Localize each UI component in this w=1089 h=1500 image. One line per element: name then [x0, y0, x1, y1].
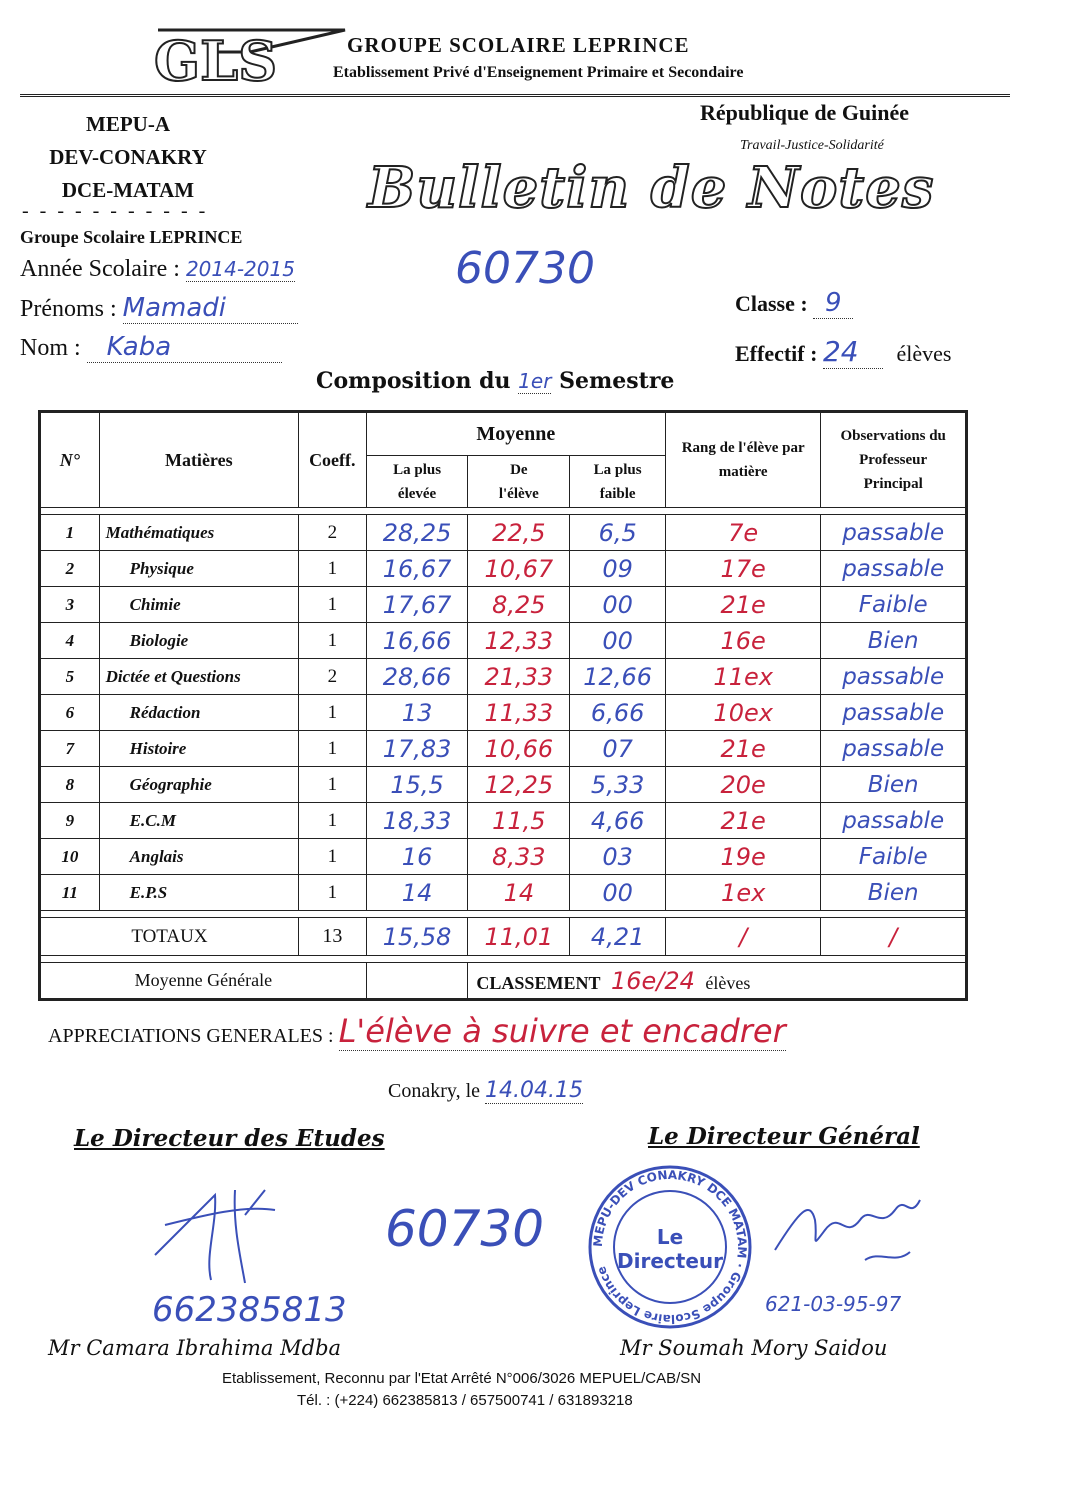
grades-table [38, 410, 968, 1001]
row-coeff: 1 [298, 839, 366, 875]
row-max: 28,66 [366, 659, 468, 695]
classe-field [735, 288, 853, 319]
row-eleve: 8,33 [468, 839, 570, 875]
header-matieres: Matières [99, 412, 298, 508]
row-eleve: 21,33 [468, 659, 570, 695]
appreciation-label: APPRECIATIONS GENERALES : [48, 1025, 334, 1047]
row-eleve: 22,5 [468, 515, 570, 551]
grade-row [40, 731, 967, 767]
director-general-name: Mr Soumah Mory Saidou [620, 1336, 888, 1360]
row-rang: 20e [666, 767, 821, 803]
row-coeff: 2 [298, 659, 366, 695]
row-min: 00 [570, 587, 666, 623]
row-max: 17,67 [366, 587, 468, 623]
row-observation: passable [821, 731, 967, 767]
row-num: 11 [40, 875, 100, 911]
row-max: 16,66 [366, 623, 468, 659]
national-motto: Travail-Justice-Solidarité [740, 138, 884, 153]
school-subtitle: Etablissement Privé d'Enseignement Primaire et Secondaire [333, 64, 744, 81]
row-matiere: E.C.M [99, 803, 298, 839]
row-observation: Bien [821, 875, 967, 911]
prenoms-label: Prénoms : [20, 296, 117, 322]
row-eleve: 12,25 [468, 767, 570, 803]
classe-value: 9 [813, 288, 853, 319]
row-num: 3 [40, 587, 100, 623]
row-coeff: 1 [298, 767, 366, 803]
row-matiere: Géographie [99, 767, 298, 803]
effectif-suffix: élèves [896, 341, 952, 366]
row-coeff: 1 [298, 875, 366, 911]
row-min: 03 [570, 839, 666, 875]
header-divider [20, 94, 1010, 97]
date-label: Conakry, le [388, 1080, 481, 1102]
admin-line: MEPU-A [86, 112, 170, 136]
moyenne-generale-label: Moyenne Générale [40, 963, 367, 1000]
row-num: 4 [40, 623, 100, 659]
row-eleve: 10,66 [468, 731, 570, 767]
row-observation: Faible [821, 839, 967, 875]
row-num: 7 [40, 731, 100, 767]
row-matiere: Chimie [99, 587, 298, 623]
school-label: Groupe Scolaire LEPRINCE [20, 227, 243, 247]
grade-row [40, 587, 967, 623]
grade-row [40, 875, 967, 911]
header-eleve: De l'élève [468, 456, 570, 508]
grade-row [40, 659, 967, 695]
row-matiere: Anglais [99, 839, 298, 875]
director-studies-title: Le Directeur des Etudes [74, 1125, 385, 1152]
row-coeff: 1 [298, 695, 366, 731]
svg-text:GLS: GLS [154, 29, 278, 93]
row-matiere: E.P.S [99, 875, 298, 911]
row-rang: 7e [666, 515, 821, 551]
row-num: 5 [40, 659, 100, 695]
row-num: 6 [40, 695, 100, 731]
prenoms-value: Mamadi [123, 293, 298, 324]
row-matiere: Mathématiques [99, 515, 298, 551]
row-observation: passable [821, 803, 967, 839]
phone-left: 662385813 [152, 1290, 347, 1330]
header-observations: Observations du Professeur Principal [821, 412, 967, 508]
admin-line: DEV-CONAKRY [49, 145, 207, 169]
totals-row [40, 918, 967, 956]
classement-value: 16e/24 [610, 966, 695, 995]
row-matiere: Physique [99, 551, 298, 587]
header-num: N° [40, 412, 100, 508]
row-min: 6,66 [570, 695, 666, 731]
effectif-field [735, 335, 951, 369]
annee-field [20, 256, 295, 283]
appreciation-field [48, 1012, 786, 1051]
totals-obs: / [821, 918, 967, 956]
row-max: 16 [366, 839, 468, 875]
footer-phones: Tél. : (+224) 662385813 / 657500741 / 631893218 [297, 1392, 633, 1409]
row-min: 4,66 [570, 803, 666, 839]
svg-text:Le: Le [656, 1225, 684, 1249]
row-max: 15,5 [366, 767, 468, 803]
grade-row [40, 803, 967, 839]
header-plus-elevee: La plus élevée [366, 456, 468, 508]
row-matiere: Dictée et Questions [99, 659, 298, 695]
header-rang: Rang de l'élève par matière [666, 412, 821, 508]
annee-value: 2014-2015 [185, 257, 295, 281]
row-eleve: 14 [468, 875, 570, 911]
signature-right [770, 1190, 930, 1280]
row-coeff: 1 [298, 587, 366, 623]
row-observation: Bien [821, 767, 967, 803]
totals-eleve: 11,01 [468, 918, 570, 956]
grade-row [40, 839, 967, 875]
effectif-label: Effectif : [735, 341, 818, 366]
row-max: 13 [366, 695, 468, 731]
row-rang: 21e [666, 803, 821, 839]
signature-left [145, 1185, 285, 1285]
official-seal [585, 1162, 755, 1332]
row-observation: passable [821, 695, 967, 731]
row-rang: 10ex [666, 695, 821, 731]
row-observation: passable [821, 551, 967, 587]
school-logo [150, 22, 350, 94]
totals-coeff: 13 [298, 918, 366, 956]
composition-suffix: Semestre [559, 368, 675, 394]
row-rang: 1ex [666, 875, 821, 911]
row-matiere: Biologie [99, 623, 298, 659]
header-coeff: Coeff. [298, 412, 366, 508]
row-num: 2 [40, 551, 100, 587]
svg-text:Directeur: Directeur [617, 1249, 723, 1273]
admin-block [18, 108, 238, 207]
totals-max: 15,58 [366, 918, 468, 956]
appreciation-value: L'élève à suivre et encadrer [338, 1012, 786, 1050]
composition-prefix: Composition du [316, 368, 511, 394]
row-eleve: 8,25 [468, 587, 570, 623]
document-title: Bulletin de Notes [368, 155, 935, 221]
header-plus-faible: La plus faible [570, 456, 666, 508]
reference-number: 60730 [455, 243, 595, 294]
row-min: 07 [570, 731, 666, 767]
totals-min: 4,21 [570, 918, 666, 956]
moyenne-generale-value [366, 963, 468, 1000]
composition-value: 1er [518, 369, 552, 393]
row-max: 18,33 [366, 803, 468, 839]
grade-row [40, 623, 967, 659]
row-observation: Faible [821, 587, 967, 623]
row-rang: 19e [666, 839, 821, 875]
grade-row [40, 767, 967, 803]
row-num: 1 [40, 515, 100, 551]
phone-right: 621-03-95-97 [765, 1292, 902, 1316]
nom-label: Nom : [20, 335, 81, 361]
date-value: 14.04.15 [485, 1078, 583, 1103]
row-matiere: Histoire [99, 731, 298, 767]
row-eleve: 11,5 [468, 803, 570, 839]
row-rang: 11ex [666, 659, 821, 695]
classement-label: CLASSEMENT [476, 972, 601, 993]
row-min: 00 [570, 623, 666, 659]
svg-text:MEPU-DEV CONAKRY DCE MATAM · G: MEPU-DEV CONAKRY DCE MATAM · Groupe Scolaire Leprince [590, 1167, 750, 1327]
row-eleve: 12,33 [468, 623, 570, 659]
row-coeff: 1 [298, 731, 366, 767]
date-field [388, 1078, 583, 1104]
composition-title [316, 368, 674, 394]
row-num: 10 [40, 839, 100, 875]
row-num: 9 [40, 803, 100, 839]
totals-label: TOTAUX [40, 918, 299, 956]
annee-label: Année Scolaire : [20, 256, 180, 282]
row-max: 28,25 [366, 515, 468, 551]
row-matiere: Rédaction [99, 695, 298, 731]
row-eleve: 11,33 [468, 695, 570, 731]
totals-rang: / [666, 918, 821, 956]
footer-accreditation: Etablissement, Reconnu par l'Etat Arrêté N°006/3026 MEPUEL/CAB/SN [222, 1370, 702, 1387]
row-max: 16,67 [366, 551, 468, 587]
admin-line: DCE-MATAM [61, 178, 195, 202]
effectif-value: 24 [823, 335, 883, 369]
nom-value: Kaba [87, 332, 282, 363]
school-name: GROUPE SCOLAIRE LEPRINCE [347, 33, 690, 57]
row-rang: 21e [666, 731, 821, 767]
header-moyenne: Moyenne [366, 412, 665, 456]
republic-title: République de Guinée [700, 100, 910, 125]
row-min: 5,33 [570, 767, 666, 803]
row-rang: 17e [666, 551, 821, 587]
row-rang: 21e [666, 587, 821, 623]
row-coeff: 1 [298, 803, 366, 839]
prenoms-field [20, 293, 298, 324]
row-coeff: 1 [298, 551, 366, 587]
row-min: 00 [570, 875, 666, 911]
row-eleve: 10,67 [468, 551, 570, 587]
director-general-title: Le Directeur Général [648, 1123, 920, 1150]
row-coeff: 1 [298, 623, 366, 659]
grade-row [40, 551, 967, 587]
row-num: 8 [40, 767, 100, 803]
nom-field [20, 332, 282, 363]
row-observation: Bien [821, 623, 967, 659]
row-rang: 16e [666, 623, 821, 659]
row-max: 14 [366, 875, 468, 911]
classe-label: Classe : [735, 291, 808, 316]
row-coeff: 2 [298, 515, 366, 551]
grade-row [40, 695, 967, 731]
row-observation: passable [821, 515, 967, 551]
classement-cell [468, 963, 967, 1000]
row-observation: passable [821, 659, 967, 695]
row-min: 6,5 [570, 515, 666, 551]
general-row [40, 963, 967, 1000]
row-max: 17,83 [366, 731, 468, 767]
grade-row [40, 515, 967, 551]
reference-number-2: 60730 [385, 1200, 545, 1258]
director-studies-name: Mr Camara Ibrahima Mdba [48, 1336, 342, 1360]
classement-suffix: élèves [705, 972, 751, 993]
row-min: 09 [570, 551, 666, 587]
row-min: 12,66 [570, 659, 666, 695]
dash-separator: - - - - - - - - - - - [22, 200, 209, 222]
